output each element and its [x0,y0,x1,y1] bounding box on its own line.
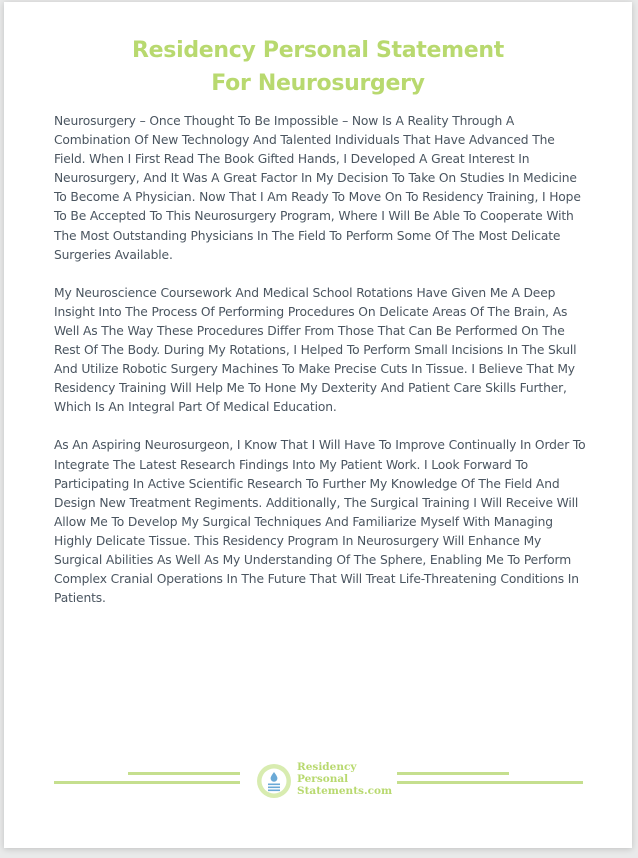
footer-line-left-short [128,772,240,775]
document-page [4,2,632,848]
logo-line-3: Statements.com [297,785,393,797]
footer-line-left-long [54,781,240,784]
footer-logo [257,760,397,802]
logo-line-1: Residency [297,761,357,773]
footer-line-right-long [397,781,583,784]
paragraph-1: Neurosurgery – Once Thought To Be Impossible – Now Is A Reality Through A Combination Of New Technology And Talented Individuals That Have Advanced The Field. When I First Read The Book Gifted Hands, I Developed A Great Interest In Neurosurgery, And It Was A Great Factor In My Decision To Take On Studies In Medicine To Become A Physician. Now That I Am Ready To Move On To Residency Training, I Hope To Be Accepted To This Neurosurgery Program, Where I Will Be Able To Cooperate With The Most Outstanding Physicians In The Field To Perform Some Of The Most Delicate Surgeries Available. [54,114,581,262]
footer-line-right-short [397,772,509,775]
logo-wordmark [297,761,392,797]
page-title [4,34,632,100]
paragraph-3: As An Aspiring Neurosurgeon, I Know That I Will Have To Improve Continually In Order To Integrate The Latest Research Findings Into My Patient Work. I Look Forward To Participating In Active Scientific Research To Further My Knowledge Of The Field And Design New Treatment Regiments. Additionally, The Surgical Training I Will Receive Will Allow Me To Develop My Surgical Techniques And Familiarize Myself With Managing Highly Delicate Tissue. This Residency Program In Neurosurgery Will Enhance My Surgical Abilities As Well As My Understanding Of The Sphere, Enabling Me To Perform Complex Cranial Operations In The Future That Will Treat Life-Threatening Conditions In Patients. [54,438,586,606]
certificate-drop-icon [257,764,291,798]
logo-line-2: Personal [297,773,349,785]
title-line-1: Residency Personal Statement [132,38,504,63]
statement-body [54,112,588,627]
title-line-2: For Neurosurgery [211,71,425,96]
paragraph-2: My Neuroscience Coursework And Medical School Rotations Have Given Me A Deep Insight Into The Process Of Performing Procedures On Delicate Areas Of The Brain, As Well As The Way These Procedures Differ From Those That Can Be Performed On The Rest Of The Body. During My Rotations, I Helped To Perform Small Incisions In The Skull And Utilize Robotic Surgery Machines To Make Precise Cuts In Tissue. I Believe That My Residency Training Will Help Me To Hone My Dexterity And Patient Care Skills Further, Which Is An Integral Part Of Medical Education. [54,285,577,415]
